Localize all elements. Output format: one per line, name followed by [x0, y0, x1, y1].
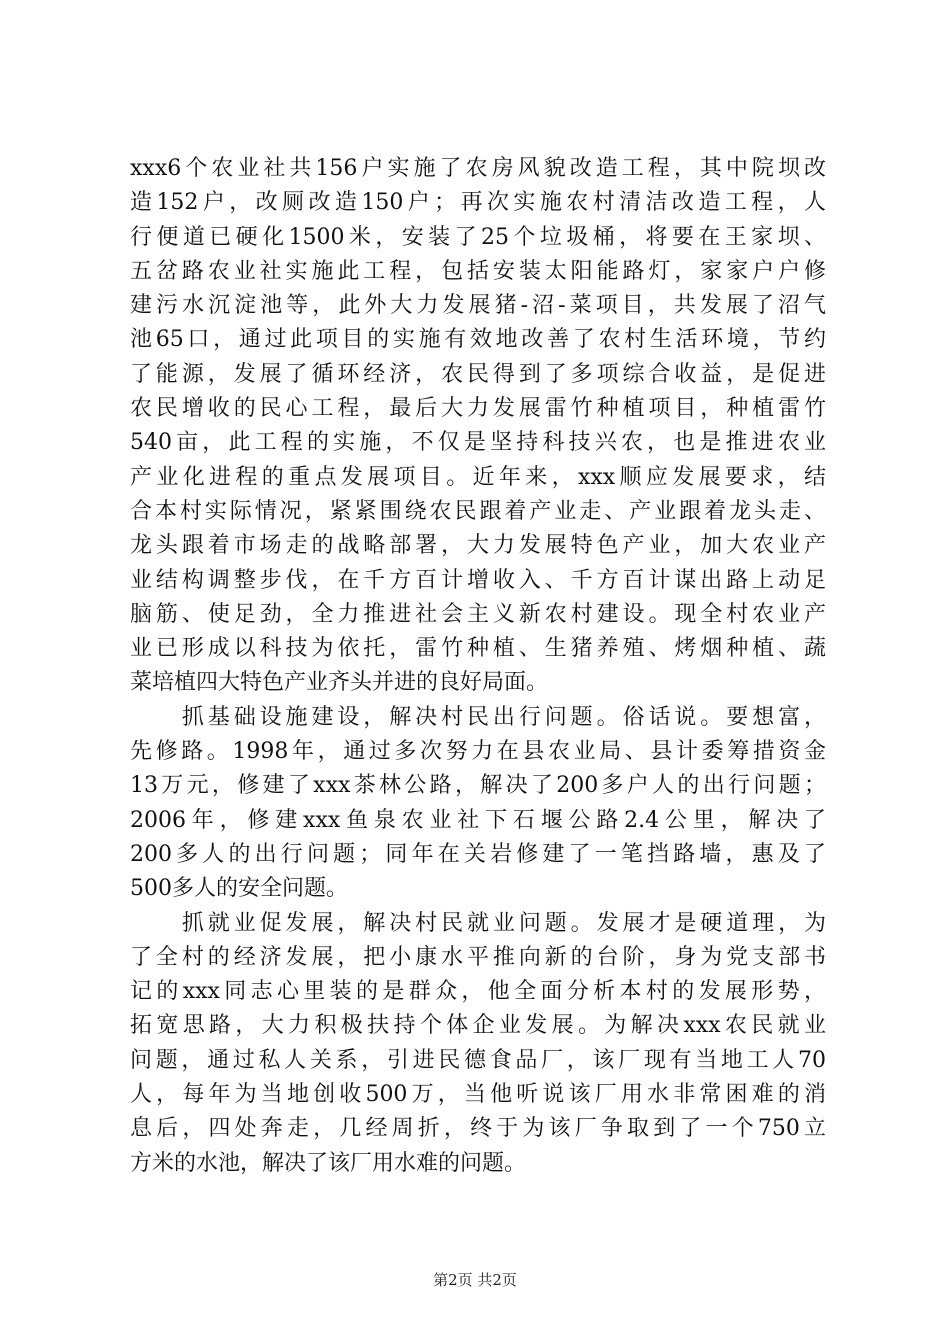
text-line: 先修路。1998年，通过多次努力在县农业局、县计委筹措资金	[130, 739, 826, 765]
text-line: 息后，四处奔走，几经周折，终于为该厂争取到了一个750立	[130, 1116, 826, 1142]
text-line: 造152户，改厕改造150户；再次实施农村清洁改造工程，人	[130, 190, 826, 216]
text-line: 龙头跟着市场走的战略部署，大力发展特色产业，加大农业产	[130, 533, 826, 559]
text-line: 拓宽思路，大力积极扶持个体企业发展。为解决xxx农民就业	[130, 1013, 826, 1039]
text-line: 540亩，此工程的实施，不仅是坚持科技兴农，也是推进农业	[130, 430, 826, 456]
document-body	[130, 152, 826, 1181]
page-footer: 第2页 共2页	[433, 1271, 517, 1289]
text-line: 五岔路农业社实施此工程，包括安装太阳能路灯，家家户户修	[130, 258, 826, 284]
text-line: 池65口，通过此项目的实施有效地改善了农村生活环境，节约	[130, 327, 826, 353]
text-line: 业结构调整步伐，在千方百计增收入、千方百计谋出路上动足	[130, 567, 826, 593]
text-line: 农民增收的民心工程，最后大力发展雷竹种植项目，种植雷竹	[130, 396, 826, 422]
text-line: 产业化进程的重点发展项目。近年来，xxx顺应发展要求，结	[130, 464, 826, 490]
text-line: 记的xxx同志心里装的是群众，他全面分析本村的发展形势，	[130, 979, 826, 1005]
text-line: 问题，通过私人关系，引进民德食品厂，该厂现有当地工人70	[130, 1047, 826, 1073]
text-line: 13万元，修建了xxx茶林公路，解决了200多户人的出行问题；	[130, 773, 826, 799]
text-line: 抓基础设施建设，解决村民出行问题。俗话说。要想富，	[130, 704, 826, 730]
text-line: 脑筋、使足劲，全力推进社会主义新农村建设。现全村农业产	[130, 601, 826, 627]
text-line: 业已形成以科技为依托，雷竹种植、生猪养殖、烤烟种植、蔬	[130, 636, 826, 662]
text-line: xxx6个农业社共156户实施了农房风貌改造工程，其中院坝改	[130, 156, 826, 181]
paragraph-end-line: 方米的水池，解决了该厂用水难的问题。	[130, 1150, 527, 1176]
text-line: 了能源，发展了循环经济，农民得到了多项综合收益，是促进	[130, 361, 826, 387]
paragraph-end-line: 500多人的安全问题。	[130, 876, 348, 902]
text-line: 抓就业促发展，解决村民就业问题。发展才是硬道理，为	[130, 910, 826, 936]
paragraph-end-line: 菜培植四大特色产业齐头并进的良好局面。	[130, 670, 549, 696]
text-line: 200多人的出行问题；同年在关岩修建了一笔挡路墙，惠及了	[130, 841, 826, 867]
text-line: 人，每年为当地创收500万，当他听说该厂用水非常困难的消	[130, 1082, 826, 1108]
text-line: 行便道已硬化1500米，安装了25个垃圾桶，将要在王家坝、	[130, 224, 826, 250]
text-line: 合本村实际情况，紧紧围绕农民跟着产业走、产业跟着龙头走、	[130, 498, 826, 524]
text-line: 2006年，修建xxx鱼泉农业社下石堰公路2.4公里，解决了	[130, 807, 826, 833]
text-line: 了全村的经济发展，把小康水平推向新的台阶，身为党支部书	[130, 944, 826, 970]
text-line: 建污水沉淀池等，此外大力发展猪-沼-菜项目，共发展了沼气	[130, 293, 826, 319]
